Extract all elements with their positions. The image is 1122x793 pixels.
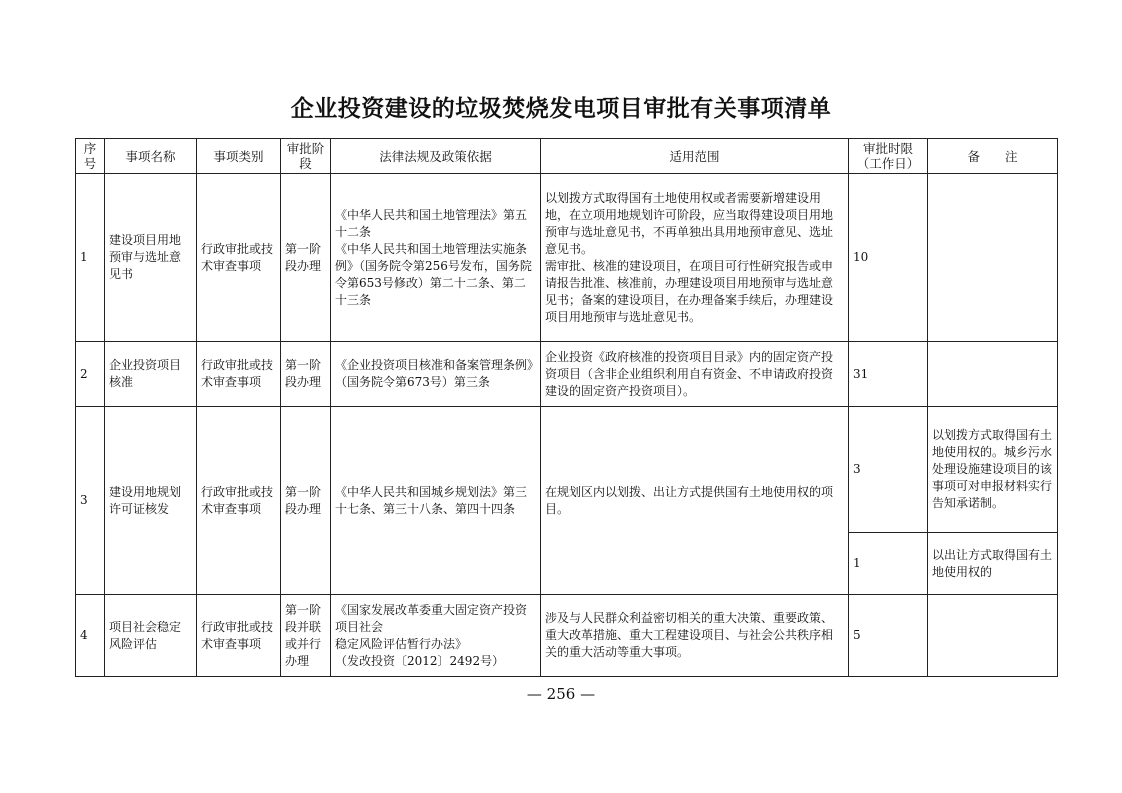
row-category: 行政审批或技术审查事项 [197,407,281,595]
row-stage: 第一阶段办理 [281,174,331,342]
table-row [76,407,1058,533]
row-name: 建设项目用地预审与选址意见书 [105,174,197,342]
row-remark: 以出让方式取得国有土地使用权的 [928,533,1058,595]
row-index: 1 [76,174,105,342]
row-category: 行政审批或技术审查事项 [197,342,281,407]
row-basis: 《企业投资项目核准和备案管理条例》（国务院令第673号）第三条 [331,342,541,407]
row-category: 行政审批或技术审查事项 [197,595,281,677]
row-index: 2 [76,342,105,407]
row-scope: 以划拨方式取得国有土地使用权或者需要新增建设用地，在立项用地规划许可阶段，应当取得建设项目用地预审与选址意见书，不再单独出具用地预审意见、选址意见书。 需审批、核准的建设项目，在项目可行性研究报告或申请报告批准、核准前，办理建设项目用地预审与选址意见书；备案的建设项目，在办理备案手续后，办理建设项目用地预审与选址意见书。 [541,174,849,342]
page-number: — 256 — [526,685,596,703]
row-remark [928,174,1058,342]
row-stage: 第一阶段办理 [281,342,331,407]
row-index: 3 [76,407,105,595]
header-scope: 适用范围 [541,139,849,174]
row-scope: 涉及与人民群众利益密切相关的重大决策、重要政策、重大改革措施、重大工程建设项目、与社会公共秩序相关的重大活动等重大事项。 [541,595,849,677]
items-table [75,138,1058,677]
row-basis: 《中华人民共和国土地管理法》第五十二条 《中华人民共和国土地管理法实施条例》（国务院令第256号发布，国务院令第653号修改）第二十二条、第二十三条 [331,174,541,342]
header-basis: 法律法规及政策依据 [331,139,541,174]
row-basis: 《国家发展改革委重大固定资产投资项目社会 稳定风险评估暂行办法》 （发改投资〔2012〕2492号） [331,595,541,677]
table-header-row [76,139,1058,174]
row-stage: 第一阶段办理 [281,407,331,595]
header-name: 事项名称 [105,139,197,174]
table-row [76,174,1058,342]
table-row [76,595,1058,677]
row-scope: 企业投资《政府核准的投资项目目录》内的固定资产投资项目（含非企业组织利用自有资金、不申请政府投资建设的固定资产投资项目）。 [541,342,849,407]
row-limit: 3 [849,407,928,533]
header-stage: 审批阶段 [281,139,331,174]
row-limit: 10 [849,174,928,342]
row-index: 4 [76,595,105,677]
row-limit: 5 [849,595,928,677]
row-category: 行政审批或技术审查事项 [197,174,281,342]
row-limit: 1 [849,533,928,595]
row-name: 建设用地规划许可证核发 [105,407,197,595]
row-remark [928,342,1058,407]
row-limit: 31 [849,342,928,407]
row-name: 项目社会稳定风险评估 [105,595,197,677]
page-title: 企业投资建设的垃圾焚烧发电项目审批有关事项清单 [290,96,832,122]
row-remark [928,595,1058,677]
header-remark: 备 注 [928,139,1058,174]
header-limit: 审批时限（工作日） [849,139,928,174]
row-remark: 以划拨方式取得国有土地使用权的。城乡污水处理设施建设项目的该事项可对申报材料实行告知承诺制。 [928,407,1058,533]
header-category: 事项类别 [197,139,281,174]
row-stage: 第一阶段并联或并行办理 [281,595,331,677]
row-basis: 《中华人民共和国城乡规划法》第三十七条、第三十八条、第四十四条 [331,407,541,595]
table-row [76,342,1058,407]
row-name: 企业投资项目核准 [105,342,197,407]
header-index: 序号 [76,139,105,174]
row-scope: 在规划区内以划拨、出让方式提供国有土地使用权的项目。 [541,407,849,595]
